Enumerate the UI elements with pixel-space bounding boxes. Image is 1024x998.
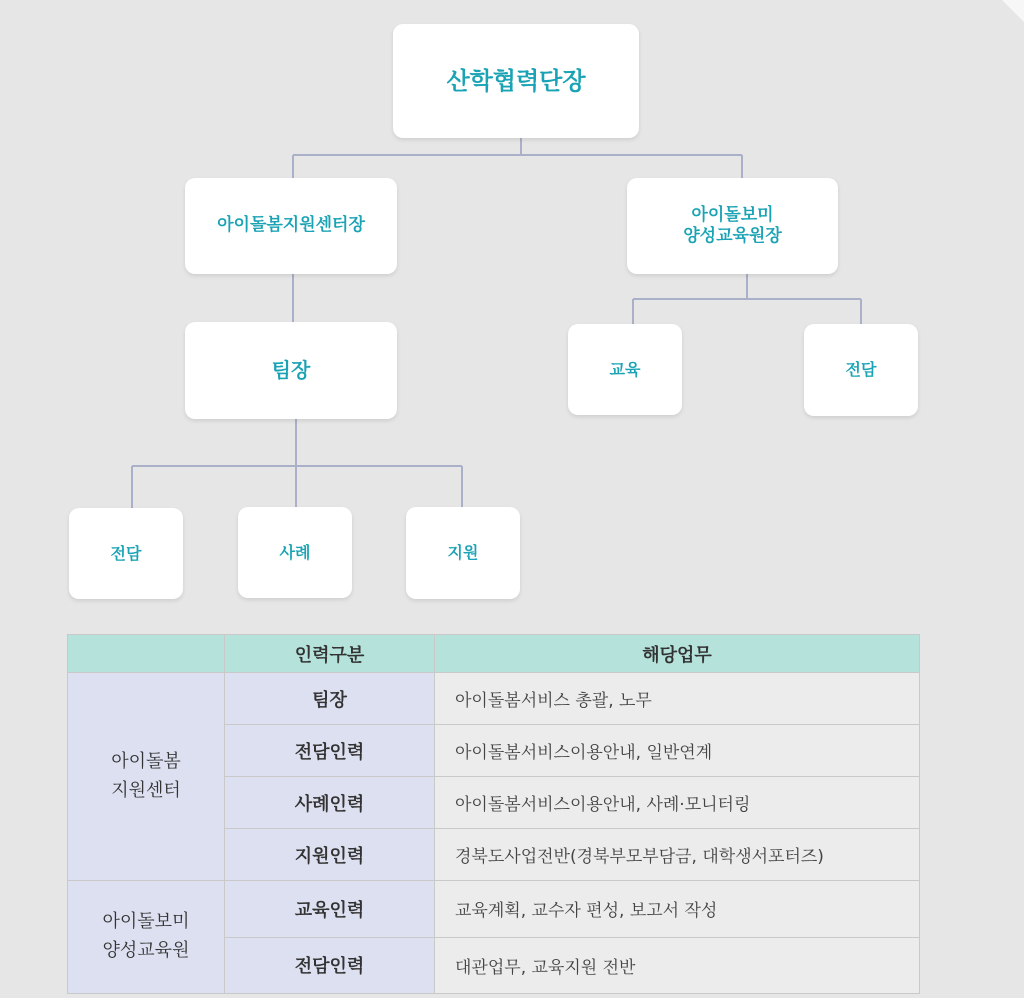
table-header-row	[68, 635, 920, 673]
group-label-line2: 양성교육원	[102, 940, 190, 962]
duty-cell: 아이돌봄서비스이용안내, 사례·모니터링	[435, 777, 920, 829]
org-node-label: 전담	[110, 543, 142, 563]
org-node-education	[568, 324, 682, 415]
org-node-institute-dedicated	[804, 324, 918, 416]
org-node-team-leader	[185, 322, 397, 419]
header-role-cell: 인력구분	[225, 635, 435, 673]
role-cell: 사례인력	[225, 777, 435, 829]
org-node-label: 지원	[447, 543, 479, 562]
group-cell-institute	[68, 881, 225, 994]
duty-cell: 경북도사업전반(경북부모부담금, 대학생서포터즈)	[435, 829, 920, 881]
org-node-label-line2: 양성교육원장	[683, 226, 782, 246]
org-node-label: 사례	[279, 542, 311, 562]
table-row	[68, 673, 920, 725]
org-node-label: 교육	[609, 359, 641, 379]
org-node-label: 팀장	[271, 358, 311, 382]
org-node-head	[393, 24, 639, 138]
group-label-line1: 아이돌봄	[111, 750, 181, 772]
group-cell-center	[68, 673, 225, 881]
org-node-label: 아이돌봄지원센터장	[217, 215, 365, 236]
org-node-institute-head	[627, 178, 838, 274]
duty-cell: 대관업무, 교육지원 전반	[435, 937, 920, 994]
duty-cell: 아이돌봄서비스 총괄, 노무	[435, 673, 920, 725]
org-node-label: 전담	[845, 360, 877, 379]
staff-role-table	[67, 634, 920, 994]
duty-cell: 교육계획, 교수자 편성, 보고서 작성	[435, 881, 920, 937]
role-cell: 지원인력	[225, 829, 435, 881]
header-duty-cell: 해당업무	[435, 635, 920, 673]
org-node-label: 산학협력단장	[446, 67, 586, 95]
org-node-center-head	[185, 178, 397, 274]
org-node-center-dedicated	[69, 508, 183, 599]
header-group-cell	[68, 635, 225, 673]
org-node-label-line1: 아이돌보미	[691, 204, 774, 225]
org-node-support	[406, 507, 520, 599]
role-cell: 팀장	[225, 673, 435, 725]
role-cell: 전담인력	[225, 725, 435, 777]
group-label-line1: 아이돌보미	[102, 911, 190, 933]
group-label-line2: 지원센터	[111, 779, 181, 801]
table-row	[68, 881, 920, 937]
duty-cell: 아이돌봄서비스이용안내, 일반연계	[435, 725, 920, 777]
role-cell: 교육인력	[225, 881, 435, 937]
role-cell: 전담인력	[225, 937, 435, 994]
org-node-case	[238, 507, 352, 598]
